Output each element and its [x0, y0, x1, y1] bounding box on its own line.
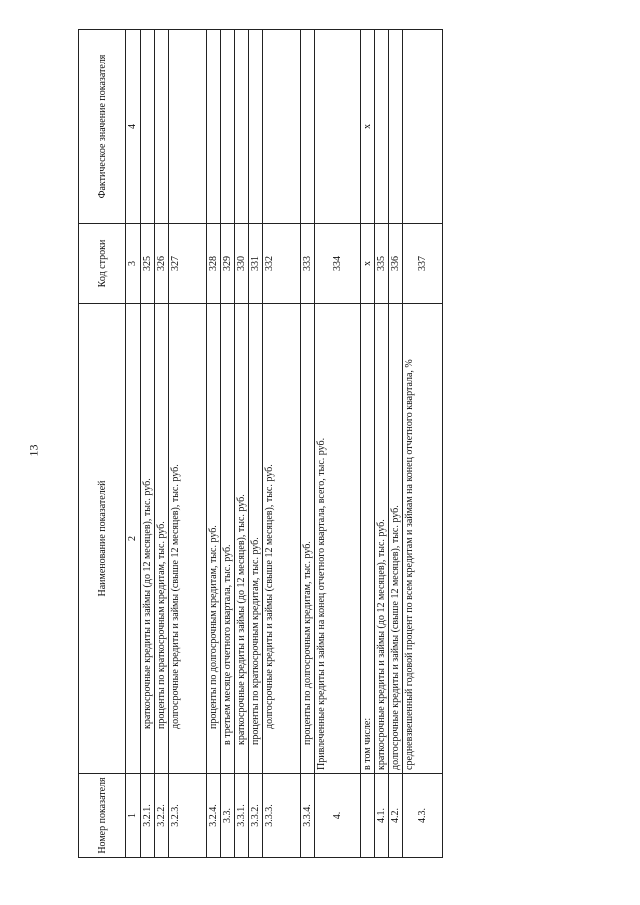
table-row [403, 30, 443, 858]
row-code: 332 [263, 224, 301, 304]
row-code: 331 [249, 224, 263, 304]
row-name: долгосрочные кредиты и займы (свыше 12 месяцев), тыс. руб. [263, 304, 301, 774]
row-number: 3.2.3. [169, 774, 207, 858]
column-index: 1 [126, 774, 141, 858]
row-name: краткосрочные кредиты и займы (до 12 месяцев), тыс. руб. [235, 304, 249, 774]
header-value: Фактическое значение показателя [79, 30, 126, 224]
row-name: проценты по краткосрочным кредитам, тыс. руб. [249, 304, 263, 774]
header-name: Наименование показателей [79, 304, 126, 774]
table-landscape [78, 30, 428, 858]
row-name: долгосрочные кредиты и займы (свыше 12 месяцев), тыс. руб. [389, 304, 403, 774]
row-code: 335 [375, 224, 389, 304]
page-number: 13 [26, 444, 41, 457]
row-name: проценты по долгосрочным кредитам, тыс. руб. [301, 304, 315, 774]
row-number: 3.3.3. [263, 774, 301, 858]
row-number: 3.3.2. [249, 774, 263, 858]
table-row [263, 30, 301, 858]
table-row [221, 30, 235, 858]
row-number: 3.3. [221, 774, 235, 858]
row-name: в третьем месяце отчетного квартала, тыс. руб. [221, 304, 235, 774]
row-name: краткосрочные кредиты и займы (до 12 месяцев), тыс. руб. [141, 304, 155, 774]
table-row [141, 30, 155, 858]
row-name: средневзвешенный годовой процент по всем кредитам и займам на конец отчетного квартала, % [403, 304, 443, 774]
row-value[interactable] [301, 30, 315, 224]
table-row [207, 30, 221, 858]
table-row [249, 30, 263, 858]
row-number: 3.3.4. [301, 774, 315, 858]
row-value[interactable] [403, 30, 443, 224]
row-number: 3.3.1. [235, 774, 249, 858]
row-value[interactable] [315, 30, 361, 224]
row-code: 327 [169, 224, 207, 304]
row-value[interactable] [155, 30, 169, 224]
table-row [235, 30, 249, 858]
row-number: 3.2.1. [141, 774, 155, 858]
table-row [155, 30, 169, 858]
row-value[interactable] [141, 30, 155, 224]
column-index: 4 [126, 30, 141, 224]
column-index: 2 [126, 304, 141, 774]
row-name: в том числе: [361, 304, 375, 774]
row-value: x [361, 30, 375, 224]
table-row [315, 30, 361, 858]
row-value[interactable] [249, 30, 263, 224]
row-name: краткосрочные кредиты и займы (до 12 месяцев), тыс. руб. [375, 304, 389, 774]
row-number: 4.2. [389, 774, 403, 858]
row-number: 4.3. [403, 774, 443, 858]
row-value[interactable] [389, 30, 403, 224]
row-number: 3.2.4. [207, 774, 221, 858]
column-index: 3 [126, 224, 141, 304]
row-value[interactable] [375, 30, 389, 224]
table-row [301, 30, 315, 858]
indicators-table [78, 29, 443, 858]
row-name: долгосрочные кредиты и займы (свыше 12 месяцев), тыс. руб. [169, 304, 207, 774]
row-value[interactable] [263, 30, 301, 224]
row-code: 326 [155, 224, 169, 304]
row-value[interactable] [207, 30, 221, 224]
header-code: Код строки [79, 224, 126, 304]
row-code: 336 [389, 224, 403, 304]
row-code: 334 [315, 224, 361, 304]
table-row [169, 30, 207, 858]
table-row [361, 30, 375, 858]
row-value[interactable] [221, 30, 235, 224]
row-name: проценты по долгосрочным кредитам, тыс. руб. [207, 304, 221, 774]
table-rotation-frame [78, 30, 428, 858]
row-code: x [361, 224, 375, 304]
row-name: проценты по краткосрочным кредитам, тыс. руб. [155, 304, 169, 774]
table-row [375, 30, 389, 858]
row-code: 328 [207, 224, 221, 304]
table-row [389, 30, 403, 858]
row-value[interactable] [235, 30, 249, 224]
row-number: 4. [315, 774, 361, 858]
row-number [361, 774, 375, 858]
row-code: 325 [141, 224, 155, 304]
row-code: 330 [235, 224, 249, 304]
row-code: 329 [221, 224, 235, 304]
row-number: 4.1. [375, 774, 389, 858]
row-value[interactable] [169, 30, 207, 224]
row-name: Привлеченные кредиты и займы на конец отчетного квартала, всего, тыс. руб. [315, 304, 361, 774]
row-code: 333 [301, 224, 315, 304]
row-number: 3.2.2. [155, 774, 169, 858]
header-number: Номер показателя [79, 774, 126, 858]
row-code: 337 [403, 224, 443, 304]
